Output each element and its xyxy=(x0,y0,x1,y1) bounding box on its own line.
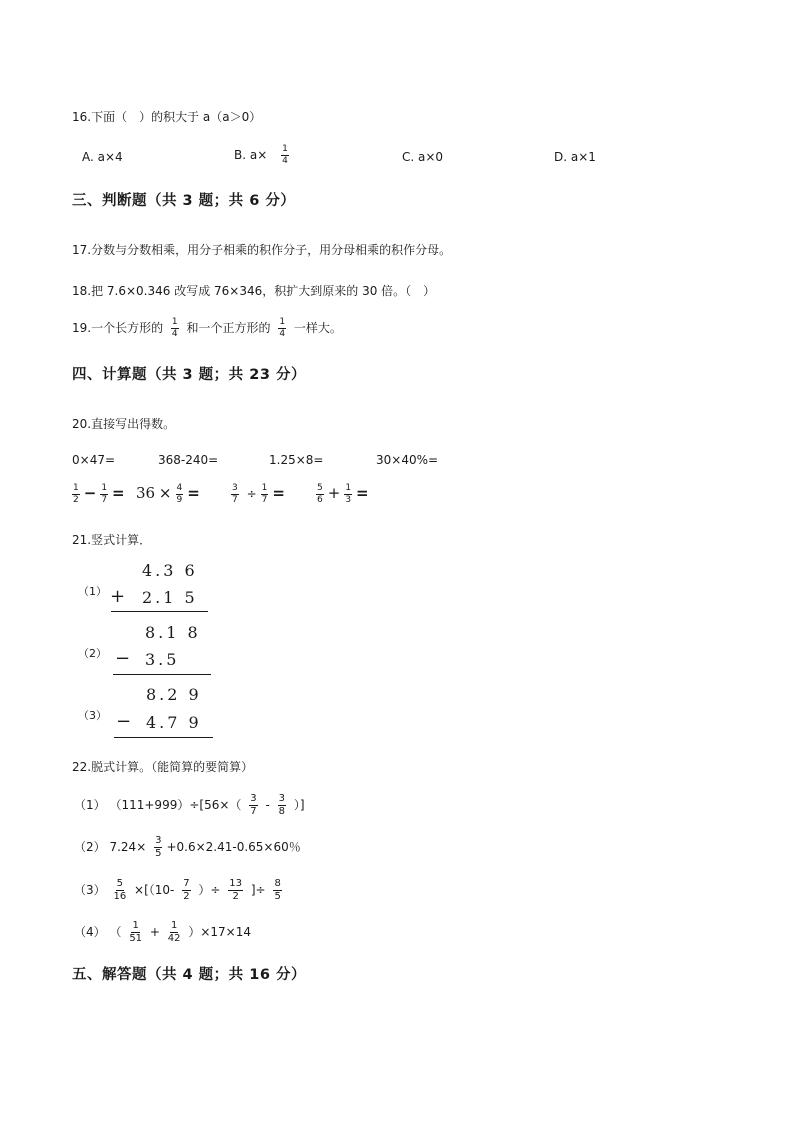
item-label: （4） xyxy=(74,925,106,939)
expr-part: ]÷ xyxy=(250,883,266,897)
fraction xyxy=(129,920,142,945)
denominator: 6 xyxy=(317,495,323,505)
q20-item-7 xyxy=(227,483,285,506)
expr-part: + xyxy=(149,925,160,939)
q22-item-1 xyxy=(74,793,305,818)
underline xyxy=(111,611,208,612)
denominator: 3 xyxy=(345,495,352,505)
denominator: 4 xyxy=(279,329,286,339)
bottom-operand: 2.1 5 xyxy=(142,588,198,607)
fraction xyxy=(278,793,286,818)
option-a: A. a×4 xyxy=(82,150,123,164)
item-label: （1） xyxy=(74,798,106,812)
numerator: 1 xyxy=(73,483,79,493)
numerator: 1 xyxy=(282,144,288,154)
operator: − xyxy=(115,648,131,669)
denominator: 2 xyxy=(183,891,190,902)
expr-part: （ xyxy=(109,925,122,939)
underline xyxy=(113,674,211,675)
numerator: 1 xyxy=(171,317,178,327)
fraction xyxy=(113,878,126,903)
denominator: 7 xyxy=(261,495,268,505)
item-label: （2） xyxy=(78,647,107,660)
operator: × xyxy=(158,484,172,502)
numerator: 1 xyxy=(261,483,268,493)
option-b-label: B. a× xyxy=(234,148,268,162)
question-19 xyxy=(72,317,342,340)
expr-part: 7.24× xyxy=(109,840,147,854)
denominator: 7 xyxy=(232,495,238,505)
denominator: 7 xyxy=(250,806,257,817)
operator: − xyxy=(83,484,97,502)
fraction xyxy=(316,483,324,506)
denominator: 4 xyxy=(171,329,178,339)
fraction xyxy=(228,878,243,903)
fraction xyxy=(249,793,257,818)
denominator: 16 xyxy=(113,891,127,902)
q20-item-8 xyxy=(312,483,369,506)
fraction xyxy=(171,317,179,340)
denominator: 9 xyxy=(176,495,183,505)
equals: = xyxy=(187,484,200,502)
denominator: 51 xyxy=(129,933,143,944)
question-20-stem: 20.直接写出得数。 xyxy=(72,417,176,431)
underline xyxy=(114,737,213,738)
option-d: D. a×1 xyxy=(554,150,596,164)
question-22-stem: 22.脱式计算。（能简算的要简算） xyxy=(72,760,254,774)
fraction xyxy=(281,144,289,167)
expr-part: ×[（10- xyxy=(134,883,175,897)
option-b xyxy=(234,144,293,167)
q19-text-3: 一样大。 xyxy=(293,321,342,335)
numerator: 5 xyxy=(116,878,124,889)
equals: = xyxy=(112,484,125,502)
expr-part: ）÷ xyxy=(198,883,221,897)
question-17: 17.分数与分数相乘，用分子相乘的积作分子，用分母相乘的积作分母。 xyxy=(72,243,452,257)
question-18: 18.把 7.6×0.346 改写成 76×346，积扩大到原来的 30 倍。（ ） xyxy=(72,284,436,298)
numerator: 1 xyxy=(132,920,139,931)
fraction xyxy=(176,483,184,506)
denominator: 8 xyxy=(278,806,285,817)
denominator: 42 xyxy=(167,933,181,944)
denominator: 2 xyxy=(232,891,239,902)
section-5-title: 五、解答题（共 4 题；共 16 分） xyxy=(72,967,306,983)
numerator: 13 xyxy=(229,878,243,889)
q20-item-2: 368-240= xyxy=(158,453,219,467)
item-label: （2） xyxy=(74,840,106,854)
question-16-stem: 16.下面（ ）的积大于 a（a＞0） xyxy=(72,110,262,124)
top-operand: 8.1 8 xyxy=(145,623,201,642)
fraction xyxy=(72,483,80,506)
fraction xyxy=(182,878,190,903)
question-21-stem: 21.竖式计算． xyxy=(72,533,152,547)
q19-text-2: 和一个正方形的 xyxy=(186,321,271,335)
fraction xyxy=(231,483,239,506)
q20-item-1: 0×47= xyxy=(72,453,116,467)
expr-part: ）×17×14 xyxy=(188,925,251,939)
operand: 36 xyxy=(136,484,156,502)
numerator: 1 xyxy=(279,317,286,327)
q20-item-4: 30×40%= xyxy=(376,453,439,467)
fraction xyxy=(154,835,162,860)
fraction xyxy=(100,483,108,506)
item-label: （1） xyxy=(78,585,107,598)
fraction xyxy=(278,317,286,340)
option-c: C. a×0 xyxy=(402,150,444,164)
numerator: 1 xyxy=(101,483,108,493)
q22-item-2 xyxy=(74,835,301,860)
operator: − xyxy=(116,711,132,732)
fraction xyxy=(261,483,269,506)
numerator: 1 xyxy=(345,483,352,493)
expr-part: - xyxy=(265,798,270,812)
numerator: 3 xyxy=(232,483,238,493)
q20-item-6 xyxy=(136,483,200,506)
equals: = xyxy=(272,484,285,502)
numerator: 8 xyxy=(274,878,281,889)
numerator: 3 xyxy=(278,793,285,804)
section-3-title: 三、判断题（共 3 题；共 6 分） xyxy=(72,193,296,209)
expr-part: +0.6×2.41-0.65×60％ xyxy=(166,840,301,854)
denominator: 7 xyxy=(101,495,108,505)
fraction xyxy=(344,483,352,506)
denominator: 5 xyxy=(155,848,162,859)
q20-item-3: 1.25×8= xyxy=(269,453,324,467)
fraction xyxy=(168,920,181,945)
denominator: 4 xyxy=(282,156,288,166)
expr-part: ）] xyxy=(293,798,305,812)
operator: + xyxy=(327,484,341,502)
q19-text-1: 19.一个长方形的 xyxy=(72,321,164,335)
numerator: 4 xyxy=(176,483,183,493)
numerator: 3 xyxy=(155,835,162,846)
numerator: 7 xyxy=(183,878,190,889)
top-operand: 8.2 9 xyxy=(146,685,202,704)
item-label: （3） xyxy=(78,709,107,722)
item-label: （3） xyxy=(74,883,106,897)
q22-item-4 xyxy=(74,920,251,945)
q22-item-3 xyxy=(74,878,286,903)
bottom-operand: 4.7 9 xyxy=(146,713,202,732)
section-4-title: 四、计算题（共 3 题；共 23 分） xyxy=(72,367,306,383)
equals: = xyxy=(356,484,369,502)
operator: ÷ xyxy=(246,487,257,501)
top-operand: 4.3 6 xyxy=(142,561,198,580)
operator: + xyxy=(110,586,126,607)
numerator: 1 xyxy=(170,920,178,931)
numerator: 3 xyxy=(250,793,257,804)
numerator: 5 xyxy=(317,483,323,493)
denominator: 5 xyxy=(274,891,281,902)
bottom-operand: 3.5 xyxy=(145,650,180,669)
denominator: 2 xyxy=(73,495,79,505)
q20-item-5 xyxy=(68,483,125,506)
fraction xyxy=(273,878,281,903)
expr-part: （111+999）÷[56×（ xyxy=(109,798,242,812)
